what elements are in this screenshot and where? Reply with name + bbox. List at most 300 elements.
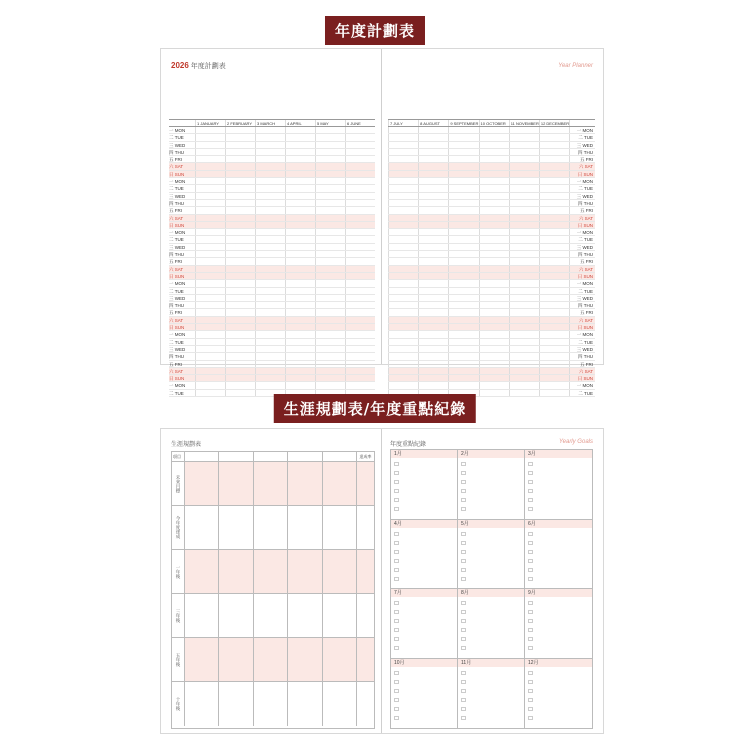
day-cell bbox=[448, 236, 478, 242]
life-plan-spread bbox=[160, 428, 604, 734]
day-cell bbox=[448, 295, 478, 301]
day-cell bbox=[479, 142, 509, 148]
day-cell bbox=[539, 251, 569, 257]
day-cell bbox=[448, 331, 478, 337]
weekday-row bbox=[169, 236, 375, 243]
day-cell bbox=[509, 317, 539, 323]
day-cell bbox=[539, 171, 569, 177]
day-cell bbox=[509, 375, 539, 381]
weekday-row bbox=[169, 229, 375, 236]
day-cell bbox=[285, 207, 315, 213]
day-cell bbox=[225, 258, 255, 264]
day-cell bbox=[345, 207, 375, 213]
day-cell bbox=[255, 193, 285, 199]
checkbox-icon bbox=[528, 646, 533, 650]
day-cell bbox=[448, 309, 478, 315]
day-cell bbox=[509, 207, 539, 213]
life-plan-cell bbox=[184, 594, 218, 637]
weekday-row bbox=[169, 317, 375, 324]
day-cell bbox=[448, 324, 478, 330]
day-cell bbox=[388, 178, 418, 184]
day-cell bbox=[418, 193, 448, 199]
weekday-label: 五 FRI bbox=[169, 208, 182, 214]
weekday-row bbox=[388, 171, 595, 178]
life-plan-title-text: 生涯規劃表 bbox=[171, 442, 202, 448]
day-cell bbox=[225, 353, 255, 359]
weekday-label: 六 SAT bbox=[169, 317, 184, 323]
weekday-label: 一 MON bbox=[169, 281, 186, 287]
checkbox-icon bbox=[461, 498, 466, 502]
day-cell bbox=[539, 244, 569, 250]
weekday-row bbox=[169, 368, 375, 375]
life-plan-row bbox=[172, 550, 374, 594]
day-cell bbox=[345, 229, 375, 235]
weekday-row bbox=[169, 200, 375, 207]
day-cell bbox=[195, 193, 225, 199]
day-cell bbox=[388, 236, 418, 242]
weekday-row bbox=[169, 361, 375, 368]
day-cell bbox=[255, 317, 285, 323]
month-header: 9 SEPTEMBER bbox=[450, 121, 479, 126]
checkbox-icon bbox=[528, 498, 533, 502]
day-cell bbox=[448, 215, 478, 221]
day-cell bbox=[479, 178, 509, 184]
checkbox-icon bbox=[461, 601, 466, 605]
weekday-row bbox=[388, 368, 595, 375]
day-cell bbox=[539, 273, 569, 279]
day-cell bbox=[225, 156, 255, 162]
day-cell bbox=[195, 266, 225, 272]
day-cell bbox=[448, 368, 478, 374]
day-cell bbox=[255, 353, 285, 359]
day-cell bbox=[388, 134, 418, 140]
checkbox-icon bbox=[461, 532, 466, 536]
day-cell bbox=[195, 236, 225, 242]
checkbox-icon bbox=[528, 707, 533, 711]
day-cell bbox=[195, 200, 225, 206]
day-cell bbox=[345, 236, 375, 242]
day-cell bbox=[448, 382, 478, 388]
life-plan-cell bbox=[287, 462, 321, 505]
year-planner-title bbox=[171, 61, 226, 71]
checkbox-icon bbox=[461, 577, 466, 581]
life-plan-cell bbox=[184, 550, 218, 593]
month-header: 11 NOVEMBER bbox=[510, 121, 539, 126]
day-cell bbox=[255, 375, 285, 381]
day-cell bbox=[315, 273, 345, 279]
day-cell bbox=[509, 280, 539, 286]
month-goal-label: 4月 bbox=[391, 520, 457, 528]
day-cell bbox=[509, 229, 539, 235]
day-cell bbox=[479, 382, 509, 388]
weekday-label: 一 MON bbox=[569, 229, 595, 235]
day-cell bbox=[345, 222, 375, 228]
day-cell bbox=[285, 339, 315, 345]
day-cell bbox=[509, 171, 539, 177]
day-cell bbox=[448, 317, 478, 323]
month-goal-cell bbox=[525, 520, 592, 590]
checkbox-icon bbox=[528, 610, 533, 614]
day-cell bbox=[509, 142, 539, 148]
day-cell bbox=[509, 244, 539, 250]
weekday-label: 六 SAT bbox=[169, 164, 184, 170]
day-cell bbox=[345, 339, 375, 345]
day-cell bbox=[285, 331, 315, 337]
day-cell bbox=[255, 368, 285, 374]
weekday-label: 二 TUE bbox=[569, 185, 595, 191]
day-cell bbox=[418, 295, 448, 301]
life-plan-row bbox=[172, 594, 374, 638]
year-planner-title-en: Year Planner bbox=[558, 63, 593, 69]
day-cell bbox=[509, 353, 539, 359]
day-cell bbox=[225, 207, 255, 213]
day-cell bbox=[285, 324, 315, 330]
life-plan-cell bbox=[287, 682, 321, 726]
year-label: 2026 bbox=[171, 61, 189, 70]
day-cell bbox=[225, 127, 255, 133]
day-cell bbox=[225, 339, 255, 345]
day-cell bbox=[345, 331, 375, 337]
day-cell bbox=[479, 207, 509, 213]
day-cell bbox=[345, 258, 375, 264]
day-cell bbox=[388, 288, 418, 294]
day-cell bbox=[195, 382, 225, 388]
life-plan-col bbox=[218, 452, 252, 461]
day-cell bbox=[345, 244, 375, 250]
day-cell bbox=[539, 156, 569, 162]
day-cell bbox=[448, 156, 478, 162]
life-plan-rate-cell bbox=[356, 462, 374, 505]
year-planner-spread bbox=[160, 48, 604, 396]
checkbox-icon bbox=[461, 610, 466, 614]
day-cell bbox=[479, 251, 509, 257]
month-goal-cell bbox=[458, 450, 525, 520]
checkbox-icon bbox=[528, 550, 533, 554]
weekday-label: 二 TUE bbox=[569, 288, 595, 294]
day-cell bbox=[418, 309, 448, 315]
day-cell bbox=[285, 244, 315, 250]
day-cell bbox=[345, 361, 375, 367]
day-cell bbox=[479, 127, 509, 133]
weekday-header-cell bbox=[169, 120, 195, 126]
day-cell bbox=[539, 353, 569, 359]
day-cell bbox=[285, 266, 315, 272]
weekday-label: 一 MON bbox=[569, 178, 595, 184]
day-cell bbox=[225, 193, 255, 199]
day-cell bbox=[315, 127, 345, 133]
day-cell bbox=[418, 229, 448, 235]
day-cell bbox=[255, 288, 285, 294]
day-cell bbox=[479, 361, 509, 367]
day-cell bbox=[418, 375, 448, 381]
day-cell bbox=[285, 280, 315, 286]
day-cell bbox=[315, 382, 345, 388]
life-plan-cell bbox=[253, 550, 287, 593]
year-planner-right-page bbox=[382, 49, 603, 396]
day-cell bbox=[345, 375, 375, 381]
day-cell bbox=[315, 163, 345, 169]
day-cell bbox=[479, 368, 509, 374]
day-cell bbox=[345, 317, 375, 323]
day-cell bbox=[418, 185, 448, 191]
day-cell bbox=[479, 390, 509, 396]
day-cell bbox=[315, 178, 345, 184]
weekday-row bbox=[388, 222, 595, 229]
weekday-row bbox=[169, 222, 375, 229]
weekday-row bbox=[388, 236, 595, 243]
day-cell bbox=[195, 258, 225, 264]
day-cell bbox=[345, 156, 375, 162]
checkbox-icon bbox=[461, 637, 466, 641]
day-cell bbox=[539, 222, 569, 228]
day-cell bbox=[448, 361, 478, 367]
weekday-label: 六 SAT bbox=[569, 317, 595, 323]
day-cell bbox=[418, 244, 448, 250]
day-cell bbox=[418, 127, 448, 133]
weekday-row bbox=[169, 244, 375, 251]
day-cell bbox=[345, 295, 375, 301]
weekday-label: 二 TUE bbox=[169, 186, 184, 192]
day-cell bbox=[539, 339, 569, 345]
month-goal-cell bbox=[391, 659, 458, 729]
day-cell bbox=[509, 156, 539, 162]
day-cell bbox=[315, 302, 345, 308]
day-cell bbox=[225, 273, 255, 279]
day-cell bbox=[255, 142, 285, 148]
checkbox-icon bbox=[394, 471, 399, 475]
day-cell bbox=[539, 346, 569, 352]
day-cell bbox=[315, 331, 345, 337]
day-cell bbox=[388, 324, 418, 330]
day-cell bbox=[285, 127, 315, 133]
day-cell bbox=[479, 353, 509, 359]
day-cell bbox=[345, 149, 375, 155]
day-cell bbox=[388, 375, 418, 381]
day-cell bbox=[388, 185, 418, 191]
weekday-row bbox=[169, 185, 375, 192]
day-cell bbox=[195, 142, 225, 148]
day-cell bbox=[345, 200, 375, 206]
weekday-row bbox=[388, 207, 595, 214]
day-cell bbox=[539, 375, 569, 381]
day-cell bbox=[388, 142, 418, 148]
day-cell bbox=[388, 295, 418, 301]
day-cell bbox=[315, 368, 345, 374]
day-cell bbox=[479, 324, 509, 330]
life-plan-cell bbox=[218, 506, 252, 549]
day-cell bbox=[315, 171, 345, 177]
day-cell bbox=[418, 346, 448, 352]
day-cell bbox=[479, 317, 509, 323]
checkbox-icon bbox=[461, 568, 466, 572]
day-cell bbox=[285, 382, 315, 388]
day-cell bbox=[388, 302, 418, 308]
year-grid-right bbox=[388, 119, 595, 397]
life-plan-row bbox=[172, 462, 374, 506]
day-cell bbox=[255, 222, 285, 228]
weekday-label: 六 SAT bbox=[569, 368, 595, 374]
checkbox-icon bbox=[461, 550, 466, 554]
day-cell bbox=[509, 251, 539, 257]
day-cell bbox=[225, 142, 255, 148]
day-cell bbox=[345, 185, 375, 191]
month-header: 4 APRIL bbox=[285, 120, 315, 126]
day-cell bbox=[315, 339, 345, 345]
day-cell bbox=[315, 266, 345, 272]
day-cell bbox=[418, 171, 448, 177]
day-cell bbox=[479, 258, 509, 264]
yearly-goals-grid bbox=[390, 449, 593, 729]
day-cell bbox=[388, 127, 418, 133]
checkbox-icon bbox=[461, 471, 466, 475]
day-cell bbox=[388, 156, 418, 162]
weekday-row bbox=[388, 229, 595, 236]
checkbox-icon bbox=[394, 462, 399, 466]
month-goal-label: 11月 bbox=[458, 659, 524, 667]
day-cell bbox=[255, 127, 285, 133]
day-cell bbox=[539, 331, 569, 337]
day-cell bbox=[195, 324, 225, 330]
life-plan-grid bbox=[171, 451, 375, 729]
day-cell bbox=[285, 309, 315, 315]
weekday-row bbox=[388, 244, 595, 251]
day-cell bbox=[285, 353, 315, 359]
yearly-goals-title: 年度重點紀錄 bbox=[390, 442, 427, 448]
life-plan-cell bbox=[218, 682, 252, 726]
day-cell bbox=[479, 266, 509, 272]
weekday-label: 六 SAT bbox=[169, 368, 184, 374]
checkbox-icon bbox=[394, 601, 399, 605]
day-cell bbox=[448, 273, 478, 279]
checkbox-icon bbox=[394, 532, 399, 536]
day-cell bbox=[418, 207, 448, 213]
day-cell bbox=[315, 244, 345, 250]
life-plan-col bbox=[184, 452, 218, 461]
day-cell bbox=[195, 353, 225, 359]
weekday-label: 二 TUE bbox=[569, 339, 595, 345]
day-cell bbox=[315, 258, 345, 264]
day-cell bbox=[285, 178, 315, 184]
day-cell bbox=[285, 193, 315, 199]
weekday-label: 一 MON bbox=[169, 230, 186, 236]
day-cell bbox=[315, 134, 345, 140]
weekday-row bbox=[169, 339, 375, 346]
checkbox-icon bbox=[461, 628, 466, 632]
day-cell bbox=[539, 149, 569, 155]
weekday-row bbox=[388, 127, 595, 134]
weekday-row bbox=[388, 331, 595, 338]
day-cell bbox=[448, 302, 478, 308]
checkbox-icon bbox=[461, 480, 466, 484]
day-cell bbox=[418, 339, 448, 345]
day-cell bbox=[195, 156, 225, 162]
day-cell bbox=[388, 258, 418, 264]
day-cell bbox=[509, 266, 539, 272]
weekday-row bbox=[169, 171, 375, 178]
checkbox-icon bbox=[528, 568, 533, 572]
weekday-label: 日 SUN bbox=[169, 171, 185, 177]
weekday-label: 日 SUN bbox=[569, 222, 595, 228]
checkbox-icon bbox=[461, 489, 466, 493]
day-cell bbox=[345, 142, 375, 148]
weekday-row bbox=[169, 156, 375, 163]
month-goal-cell bbox=[458, 589, 525, 659]
day-cell bbox=[285, 171, 315, 177]
life-plan-cell bbox=[184, 638, 218, 681]
month-header: 2 FEBRUARY bbox=[225, 120, 255, 126]
life-plan-col-first: 項目 bbox=[173, 454, 181, 459]
day-cell bbox=[195, 215, 225, 221]
weekday-row bbox=[388, 317, 595, 324]
day-cell bbox=[388, 251, 418, 257]
day-cell bbox=[448, 346, 478, 352]
month-goal-label: 7月 bbox=[391, 589, 457, 597]
weekday-label: 三 WED bbox=[569, 346, 595, 352]
day-cell bbox=[509, 302, 539, 308]
weekday-label: 五 FRI bbox=[569, 309, 595, 315]
day-cell bbox=[195, 251, 225, 257]
day-cell bbox=[479, 149, 509, 155]
day-cell bbox=[225, 309, 255, 315]
day-cell bbox=[479, 171, 509, 177]
day-cell bbox=[255, 346, 285, 352]
weekday-header-cell bbox=[569, 120, 595, 126]
weekday-row bbox=[169, 207, 375, 214]
checkbox-icon bbox=[394, 550, 399, 554]
weekday-row bbox=[169, 178, 375, 185]
weekday-label: 二 TUE bbox=[169, 237, 184, 243]
day-cell bbox=[225, 163, 255, 169]
checkbox-icon bbox=[461, 689, 466, 693]
life-plan-rate-cell bbox=[356, 594, 374, 637]
day-cell bbox=[345, 324, 375, 330]
day-cell bbox=[285, 368, 315, 374]
life-plan-cell bbox=[322, 682, 356, 726]
weekday-label: 四 THU bbox=[569, 353, 595, 359]
life-plan-row bbox=[172, 638, 374, 682]
weekday-row bbox=[388, 324, 595, 331]
weekday-label: 五 FRI bbox=[169, 157, 182, 163]
day-cell bbox=[195, 295, 225, 301]
weekday-label: 六 SAT bbox=[169, 215, 184, 221]
life-plan-cell bbox=[184, 462, 218, 505]
weekday-row bbox=[388, 258, 595, 265]
yearly-goals-page bbox=[382, 429, 603, 733]
day-cell bbox=[509, 222, 539, 228]
weekday-label: 二 TUE bbox=[169, 135, 184, 141]
day-cell bbox=[539, 215, 569, 221]
month-goal-label: 10月 bbox=[391, 659, 457, 667]
day-cell bbox=[418, 236, 448, 242]
day-cell bbox=[539, 142, 569, 148]
month-header: 12 DECEMBER bbox=[540, 121, 570, 126]
month-goal-cell bbox=[391, 450, 458, 520]
checkbox-icon bbox=[528, 471, 533, 475]
day-cell bbox=[195, 309, 225, 315]
weekday-label: 一 MON bbox=[169, 332, 186, 338]
month-header: 8 AUGUST bbox=[418, 120, 448, 126]
weekday-row bbox=[388, 200, 595, 207]
life-plan-cell bbox=[253, 462, 287, 505]
day-cell bbox=[539, 382, 569, 388]
month-header: 7 JULY bbox=[388, 120, 418, 126]
day-cell bbox=[195, 163, 225, 169]
weekday-row bbox=[169, 163, 375, 170]
day-cell bbox=[285, 142, 315, 148]
weekday-row bbox=[388, 361, 595, 368]
day-cell bbox=[539, 309, 569, 315]
month-header: 1 JANUARY bbox=[195, 120, 225, 126]
